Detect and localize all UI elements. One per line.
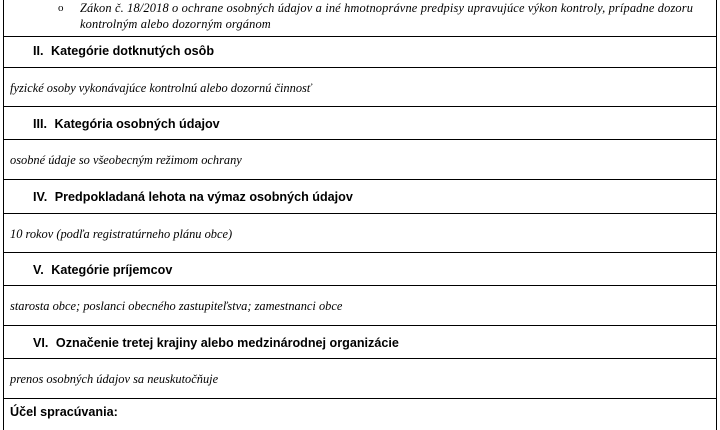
section-title: Predpokladaná lehota na výmaz osobných údajov <box>54 190 353 204</box>
section-heading-third-country <box>33 335 399 351</box>
section-number: V. <box>33 263 44 277</box>
legal-basis-text <box>80 0 700 32</box>
section-number: II. <box>33 44 44 58</box>
section-value-retention-period: 10 rokov (podľa registratúrneho plánu obce) <box>10 227 233 241</box>
legal-basis-line-1: Zákon č. 18/2018 o ochrane osobných údajov a iné hmotnoprávne predpisy upravujúce výkon kontroly, prípadne dozoru <box>80 1 694 15</box>
row-divider <box>3 398 717 399</box>
section-heading-data-category <box>33 116 220 132</box>
row-divider <box>3 139 717 140</box>
row-divider <box>3 106 717 107</box>
section-number: IV. <box>33 190 48 204</box>
row-divider <box>3 325 717 326</box>
row-divider <box>3 285 717 286</box>
bullet-icon: o <box>58 2 64 14</box>
section-title: Kategórie dotknutých osôb <box>51 44 215 58</box>
section-value-data-subjects: fyzické osoby vykonávajúce kontrolnú alebo dozornú činnosť <box>10 81 312 95</box>
section-title: Kategória osobných údajov <box>54 117 220 131</box>
section-number: III. <box>33 117 47 131</box>
purpose-heading: Účel spracúvania: <box>10 405 118 419</box>
section-title: Kategórie príjemcov <box>51 263 173 277</box>
row-divider <box>3 179 717 180</box>
section-value-data-category: osobné údaje so všeobecným režimom ochrany <box>10 153 242 167</box>
section-number: VI. <box>33 336 49 350</box>
section-heading-data-subjects <box>33 43 214 59</box>
section-title: Označenie tretej krajiny alebo medzinárodnej organizácie <box>55 336 399 350</box>
legal-basis-line-2: kontrolným alebo dozorným orgánom <box>80 17 271 31</box>
section-heading-recipients <box>33 262 172 278</box>
row-divider <box>3 358 717 359</box>
section-heading-retention-period <box>33 189 353 205</box>
table-frame <box>3 0 717 430</box>
row-divider <box>3 252 717 253</box>
row-divider <box>3 213 717 214</box>
row-divider <box>3 36 717 37</box>
section-value-third-country: prenos osobných údajov sa neuskutočňuje <box>10 372 219 386</box>
row-divider <box>3 67 717 68</box>
section-value-recipients: starosta obce; poslanci obecného zastupiteľstva; zamestnanci obce <box>10 299 343 313</box>
